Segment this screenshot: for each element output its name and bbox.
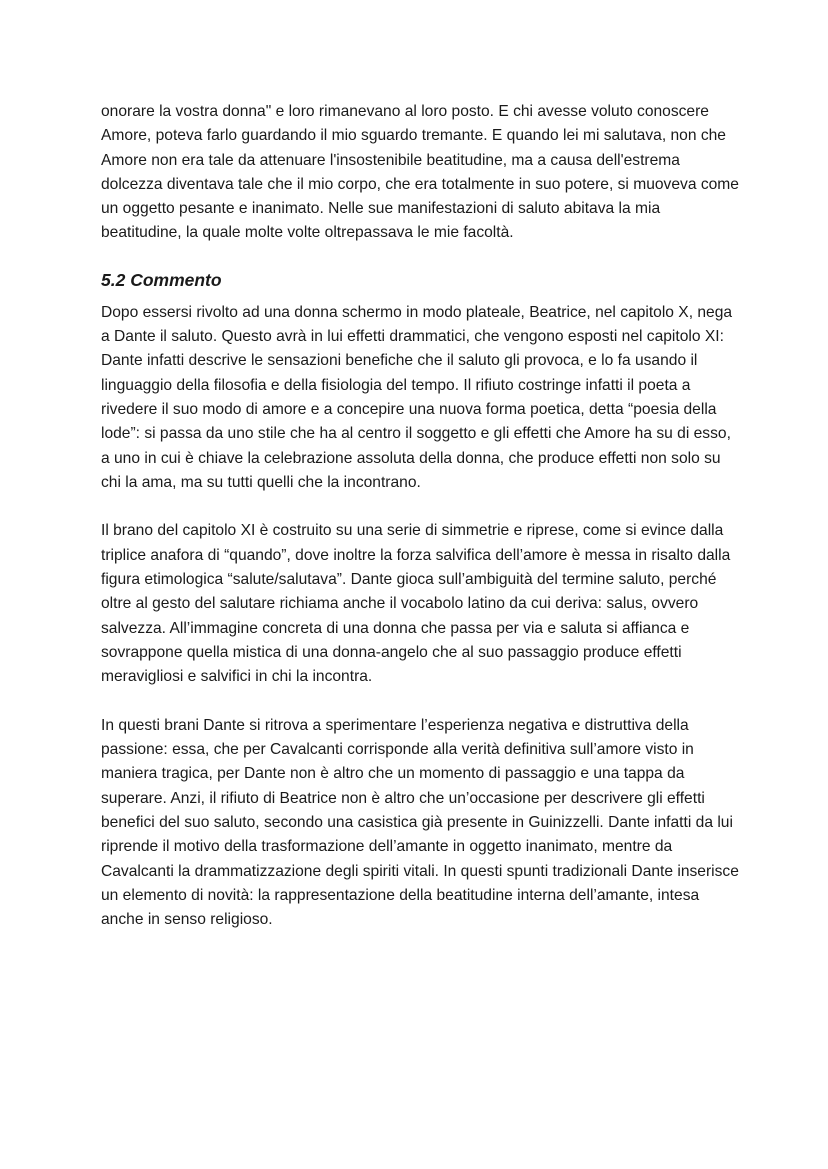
intro-paragraph: onorare la vostra donna" e loro rimanevano al loro posto. E chi avesse voluto conoscere Amore, poteva farlo guardando il mio sguardo tremante. E quando lei mi salutava, non che Amore non era tale da attenuare l'insostenibile beatitudine, ma a causa dell'estrema dolcezza diventava tale che il mio corpo, che era totalmente in suo potere, si muoveva come un oggetto pesante e inanimato. Nelle sue manifestazioni di saluto abitava la mia beatitudine, la quale molte volte oltrepassava le mie facoltà. [101,103,739,242]
commentary-paragraph-1: Dopo essersi rivolto ad una donna schermo in modo plateale, Beatrice, nel capitolo X, nega a Dante il saluto. Questo avrà in lui effetti drammatici, che vengono esposti nel capitolo XI: Dante infatti descrive le sensazioni benefiche che il saluto gli provoca, e lo fa usando il linguaggio della filosofia e della fisiologia del tempo. Il rifiuto costringe infatti il poeta a rivedere il suo modo di amore e a concepire una nuova forma poetica, detta “poesia della lode”: si passa da uno stile che ha al centro il soggetto e gli effetti che Amore ha su di esso, a uno in cui è chiave la celebrazione assoluta della donna, che produce effetti non solo su chi la ama, ma su tutti quelli che la incontrano. [101,303,733,491]
commentary-paragraph-3: In questi brani Dante si ritrova a sperimentare l’esperienza negativa e distruttiva della passione: essa, che per Cavalcanti corrisponde alla verità definitiva sull’amore visto in maniera tragica, per Dante non è altro che un momento di passaggio e una tappa da superare. Anzi, il rifiuto di Beatrice non è altro che un’occasione per descrivere gli effetti benefici del suo saluto, secondo una casistica già presente in Guinizzelli. Dante infatti da lui riprende il motivo della trasformazione dell’amante in oggetto inanimato, mentre da Cavalcanti la drammatizzazione degli spiriti vitali. In questi spunti tradizionali Dante inserisce un elemento di novità: la rappresentazione della beatitudine interna dell’amante, intesa anche in senso religioso. [101,716,739,929]
section-heading: 5.2 Commento [101,269,222,290]
document-body [101,100,741,933]
commentary-paragraph-2: Il brano del capitolo XI è costruito su una serie di simmetrie e riprese, come si evince dalla triplice anafora di “quando”, dove inoltre la forza salvifica dell’amore è messa in risalto dalla figura etimologica “salute/salutava”. Dante gioca sull’ambiguità del termine saluto, perché oltre al gesto del salutare richiama anche il vocabolo latino da cui deriva: salus, ovvero salvezza. All’immagine concreta di una donna che passa per via e saluta si affianca e sovrappone quella mistica di una donna-angelo che al suo passaggio produce effetti meravigliosi e salvifici in chi la incontra. [101,522,731,686]
